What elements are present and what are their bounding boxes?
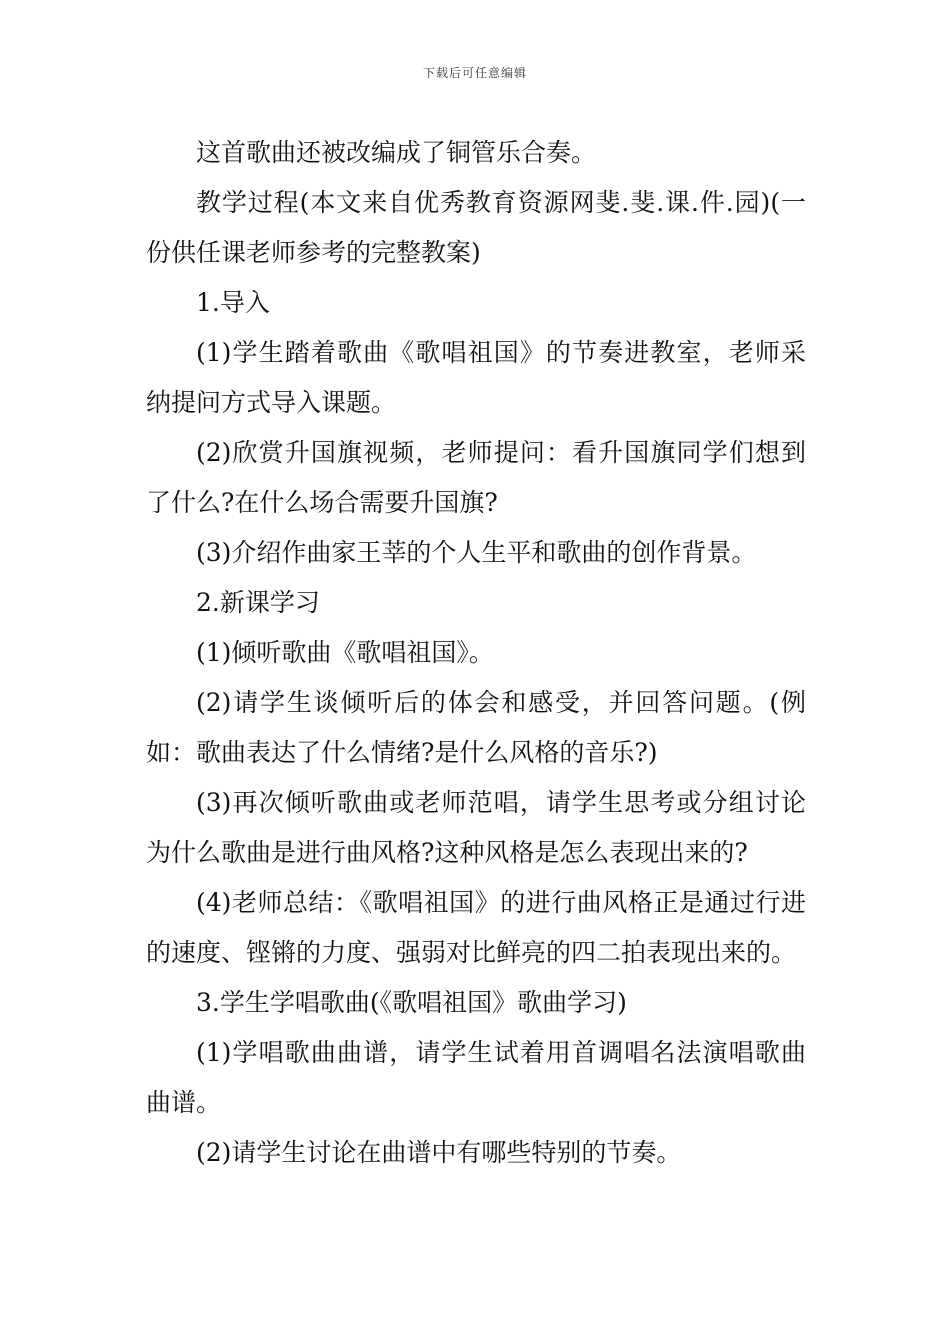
page-header-note: 下载后可任意编辑 [422,66,527,80]
section-heading: 2.新课学习 [196,588,320,617]
paragraph: (4)老师总结：《歌唱祖国》的进行曲风格正是通过行进的速度、铿锵的力度、强弱对比鲜亮的四二拍表现出来的。 [146,888,806,967]
section-heading: 1.导入 [196,288,270,317]
paragraph: 教学过程(本文来自优秀教育资源网斐.斐.课.件.园)(一份供任课老师参考的完整教案) [146,188,806,267]
paragraph: 这首歌曲还被改编成了铜管乐合奏。 [196,138,597,167]
paragraph: (2)欣赏升国旗视频，老师提问：看升国旗同学们想到了什么?在什么场合需要升国旗? [146,438,806,517]
paragraph: (1)学生踏着歌曲《歌唱祖国》的节奏进教室，老师采纳提问方式导入课题。 [146,338,806,417]
paragraph: (3)再次倾听歌曲或老师范唱，请学生思考或分组讨论为什么歌曲是进行曲风格?这种风格是怎么表现出来的? [146,788,806,867]
document-body [146,128,806,1178]
section-heading: 3.学生学唱歌曲(《歌唱祖国》歌曲学习) [196,988,627,1017]
paragraph: (1)学唱歌曲曲谱，请学生试着用首调唱名法演唱歌曲曲谱。 [146,1038,806,1117]
paragraph: (3)介绍作曲家王莘的个人生平和歌曲的创作背景。 [196,538,757,567]
paragraph: (2)请学生谈倾听后的体会和感受，并回答问题。(例如：歌曲表达了什么情绪?是什么风格的音乐?) [146,688,806,767]
paragraph: (2)请学生讨论在曲谱中有哪些特别的节奏。 [196,1138,682,1167]
paragraph: (1)倾听歌曲《歌唱祖国》。 [196,638,494,667]
